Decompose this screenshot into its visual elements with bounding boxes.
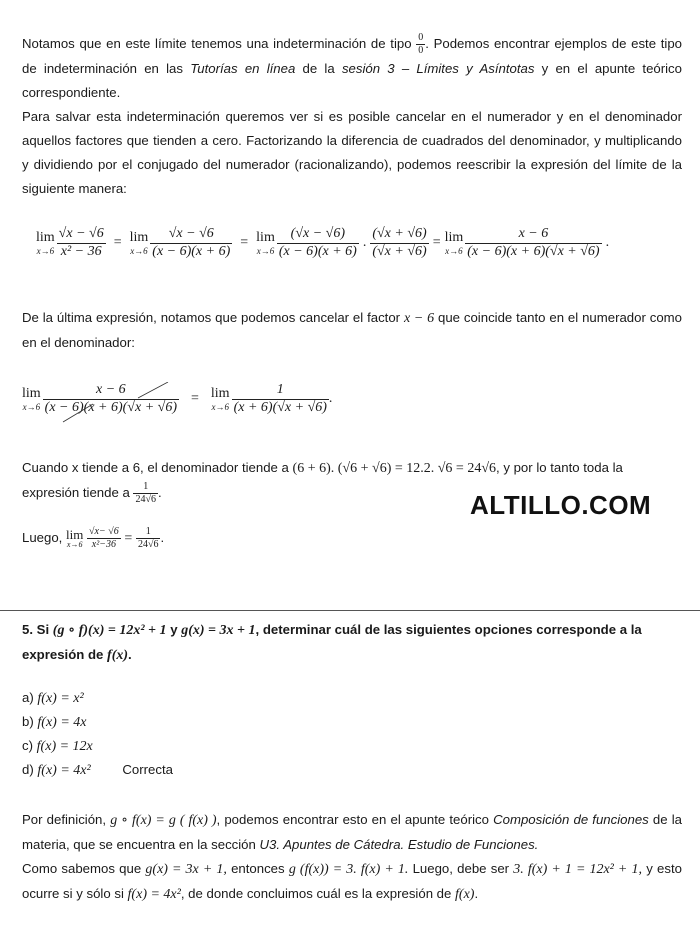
altillo-logo: ALTILLO.COM [470,490,652,520]
cancel-factor: x − 6 [403,311,435,326]
fraction-2: $\frac{√x - √6}{(x - 6)(x + 6)}$ [152,226,231,259]
indeterminate-fraction: $\frac{0}{0}$ [418,32,424,57]
final-expr-5: f(x) = 4x² [127,887,181,902]
limit-operator-1: lim x→6 [36,230,55,257]
intro-text-2: . Podemos encontrar ejemplos de este tipo de indeterminación en las [22,36,682,77]
option-c: c) f(x) = 12x [22,738,93,754]
limit-operator-6: lim x→6 [210,386,230,413]
fraction-3: $\frac{(√x - √6)}{(x - 6)(x + 6)}$ [278,226,357,259]
cancel-text-2: que coincide tanto en el numerador como en el denominador: [22,310,682,350]
q5-expression-2: g(x) = 3x + 1 [181,623,256,638]
intro-text-1: Notamos que en este límite tenemos una indeterminación de tipo [22,36,412,51]
fraction-1: $\frac{√x - √6}{\text{x² − 36}}$ [58,226,104,259]
cuando-text-2: , y por lo tanto toda la expresión tiende a [22,460,623,500]
final-expr-1: g ∘ f(x) = g ( f(x) ) [110,813,217,828]
final-text-2: , podemos encontrar esto en el apunte teórico [216,812,489,827]
intro-paragraph [22,32,682,201]
final-expr-4: 3. f(x) + 1 = 12x² + 1, [513,862,642,877]
final-text-1: Por definición, [22,812,107,827]
option-d: d) f(x) = 4x² Correcta [22,762,173,778]
final-text-3: de la materia, que se encuentra en la sección [22,812,682,852]
limit-operator-3: lim x→6 [256,230,275,257]
cancel-text: De la última expresión, notamos que podemos cancelar el factor [22,310,401,325]
intro-para-2: Para salvar esta indeterminación queremos ver si es posible cancelar en el numerador y en el denominador aquellos factores que tienden a cero. Factorizando la diferencia de cuadrados del denominador, y multiplicando y dividiendo por el conjugado del numerador (racionalizando), podemos reescribir la expresión del límite de la siguiente manera: [22,109,682,197]
u3-ref: U3. Apuntes de Cátedra. Estudio de Funciones. [259,837,539,852]
final-text-7: y esto ocurre si y sólo si [22,861,682,901]
limit-operator-5: lim x→6 [22,386,41,413]
final-text-5: entonces [231,861,285,876]
q5-fx: f(x) [107,648,129,663]
option-a: a) f(x) = x² [22,690,84,706]
equation-2: lim x→6 $\frac{x - 6}{(x - 6)(x + 6)(√x + √6)}$ = lim x→6 $\frac{1}{(x + 6)(√x + √6)}$ . [22,382,332,417]
intro-text-3: de la [302,61,335,77]
cancel-fraction: $\frac{x - 6}{(x - 6)(x + 6)(√x + √6)}$ [43,382,179,417]
fraction-4: $\frac{(√x + √6)}{(√x + √6)}$ [372,226,427,259]
cancel-paragraph [22,306,682,355]
luego-fraction: $\frac{√x- √6}{\text{x²−36}}$ [89,526,119,551]
sesion-ref: sesión 3 – Límites y Asíntotas [341,61,535,77]
final-text-4: Como sabemos que [22,861,142,876]
option-a-expression: f(x) = x² [37,691,84,706]
luego-result-fraction: $\frac{1}{24√6}$ [137,526,159,551]
cuando-paragraph: Cuando x tiende a 6, el denominador tiende a (6 + 6). (√6 + √6) = 12.2. √6 = 24√6, y por lo tanto toda la expresión tiende a $\frac{1}{24√6}$ . [22,460,623,506]
q5-conjunction: y [170,622,178,637]
cancel-strike-lines [43,382,213,426]
final-paragraph: Por definición, g ∘ f(x) = g ( f(x) ), podemos encontrar esto en el apunte teórico Composición de funciones de la materia, que se encuentra en la sección U3. Apuntes de Cátedra. Estudio de Funciones. Como sabemos que g(x) = 3x + 1, entonces g (f(x)) = 3. f(x) + 1. Luego, debe ser 3. f(x) + 1 = 12x² + 1, y esto ocurre si y sólo si f(x) = 4x², de donde concluimos cuál es la expresión de f(x). [22,812,682,902]
question-5: 5. Si (g ∘ f)(x) = 12x² + 1 y g(x) = 3x + 1, determinar cuál de las siguientes opciones corresponde a la expresión de f(x). [22,622,642,663]
section-divider [0,610,700,611]
option-d-expression: f(x) = 4x² [37,763,91,778]
cuando-text: Cuando x tiende a 6, el denominador tiende a [22,460,289,475]
cuando-expression: (6 + 6). (√6 + √6) = 12.2. √6 = 24√6 [292,461,497,476]
option-b-expression: f(x) = 4x [37,715,87,730]
final-expr-2: g(x) = 3x + 1, [145,862,227,877]
final-text-8: , de donde concluimos cuál es la expresión de [180,886,452,901]
q5-text: 5. Si [22,622,50,637]
limit-operator-2: lim x→6 [129,230,149,257]
q5-text-2: , determinar cuál de las siguientes opciones corresponde a la expresión de [22,622,642,662]
luego-label: Luego, [22,530,63,545]
limit-operator-4: lim x→6 [444,230,464,257]
composicion-ref: Composición de funciones [493,812,649,827]
fraction-5: $\frac{x - 6}{(x - 6)(x + 6)(√x + √6)}$ [467,226,600,259]
final-expr-3: g (f(x)) = 3. f(x) + 1. [288,862,409,877]
option-c-expression: f(x) = 12x [36,739,93,754]
equation-1: lim x→6 $\frac{√x - √6}{\text{x² − 36}}$ = lim x→6 $\frac{√x - √6}{(x - 6)(x + 6)}$ = lim x→6 $\frac{(√x - √6)}{(x - 6)(x + 6)}$ . $\frac{(√x + √6)}{(√x + √6)}$ = lim x→6 $\frac{x - 6}{(x - 6)(x + 6)(√x + √6)}$ . [36,226,610,259]
option-b: b) f(x) = 4x [22,714,87,730]
limit-result-fraction: $\frac{1}{24√6}$ [135,481,156,506]
result-fraction: $\frac{1}{(x + 6)(√x + √6)}$ [233,382,327,415]
tutorias-ref: Tutorías en línea [190,61,296,77]
final-expr-6: f(x) [455,887,475,902]
correct-marker: Correcta [122,762,173,777]
final-text-6: Luego, debe ser [412,861,510,876]
q5-expression-1: (g ∘ f)(x) = 12x² + 1 [52,623,167,638]
luego-line: Luego, lim x→6 $\frac{√x- √6}{\text{x²−36}}$ = $\frac{1}{24√6}$ . [22,526,165,551]
limit-operator-7: lim x→6 [66,527,84,550]
intro-text-4: y en el apunte teórico correspondiente. [22,61,682,101]
